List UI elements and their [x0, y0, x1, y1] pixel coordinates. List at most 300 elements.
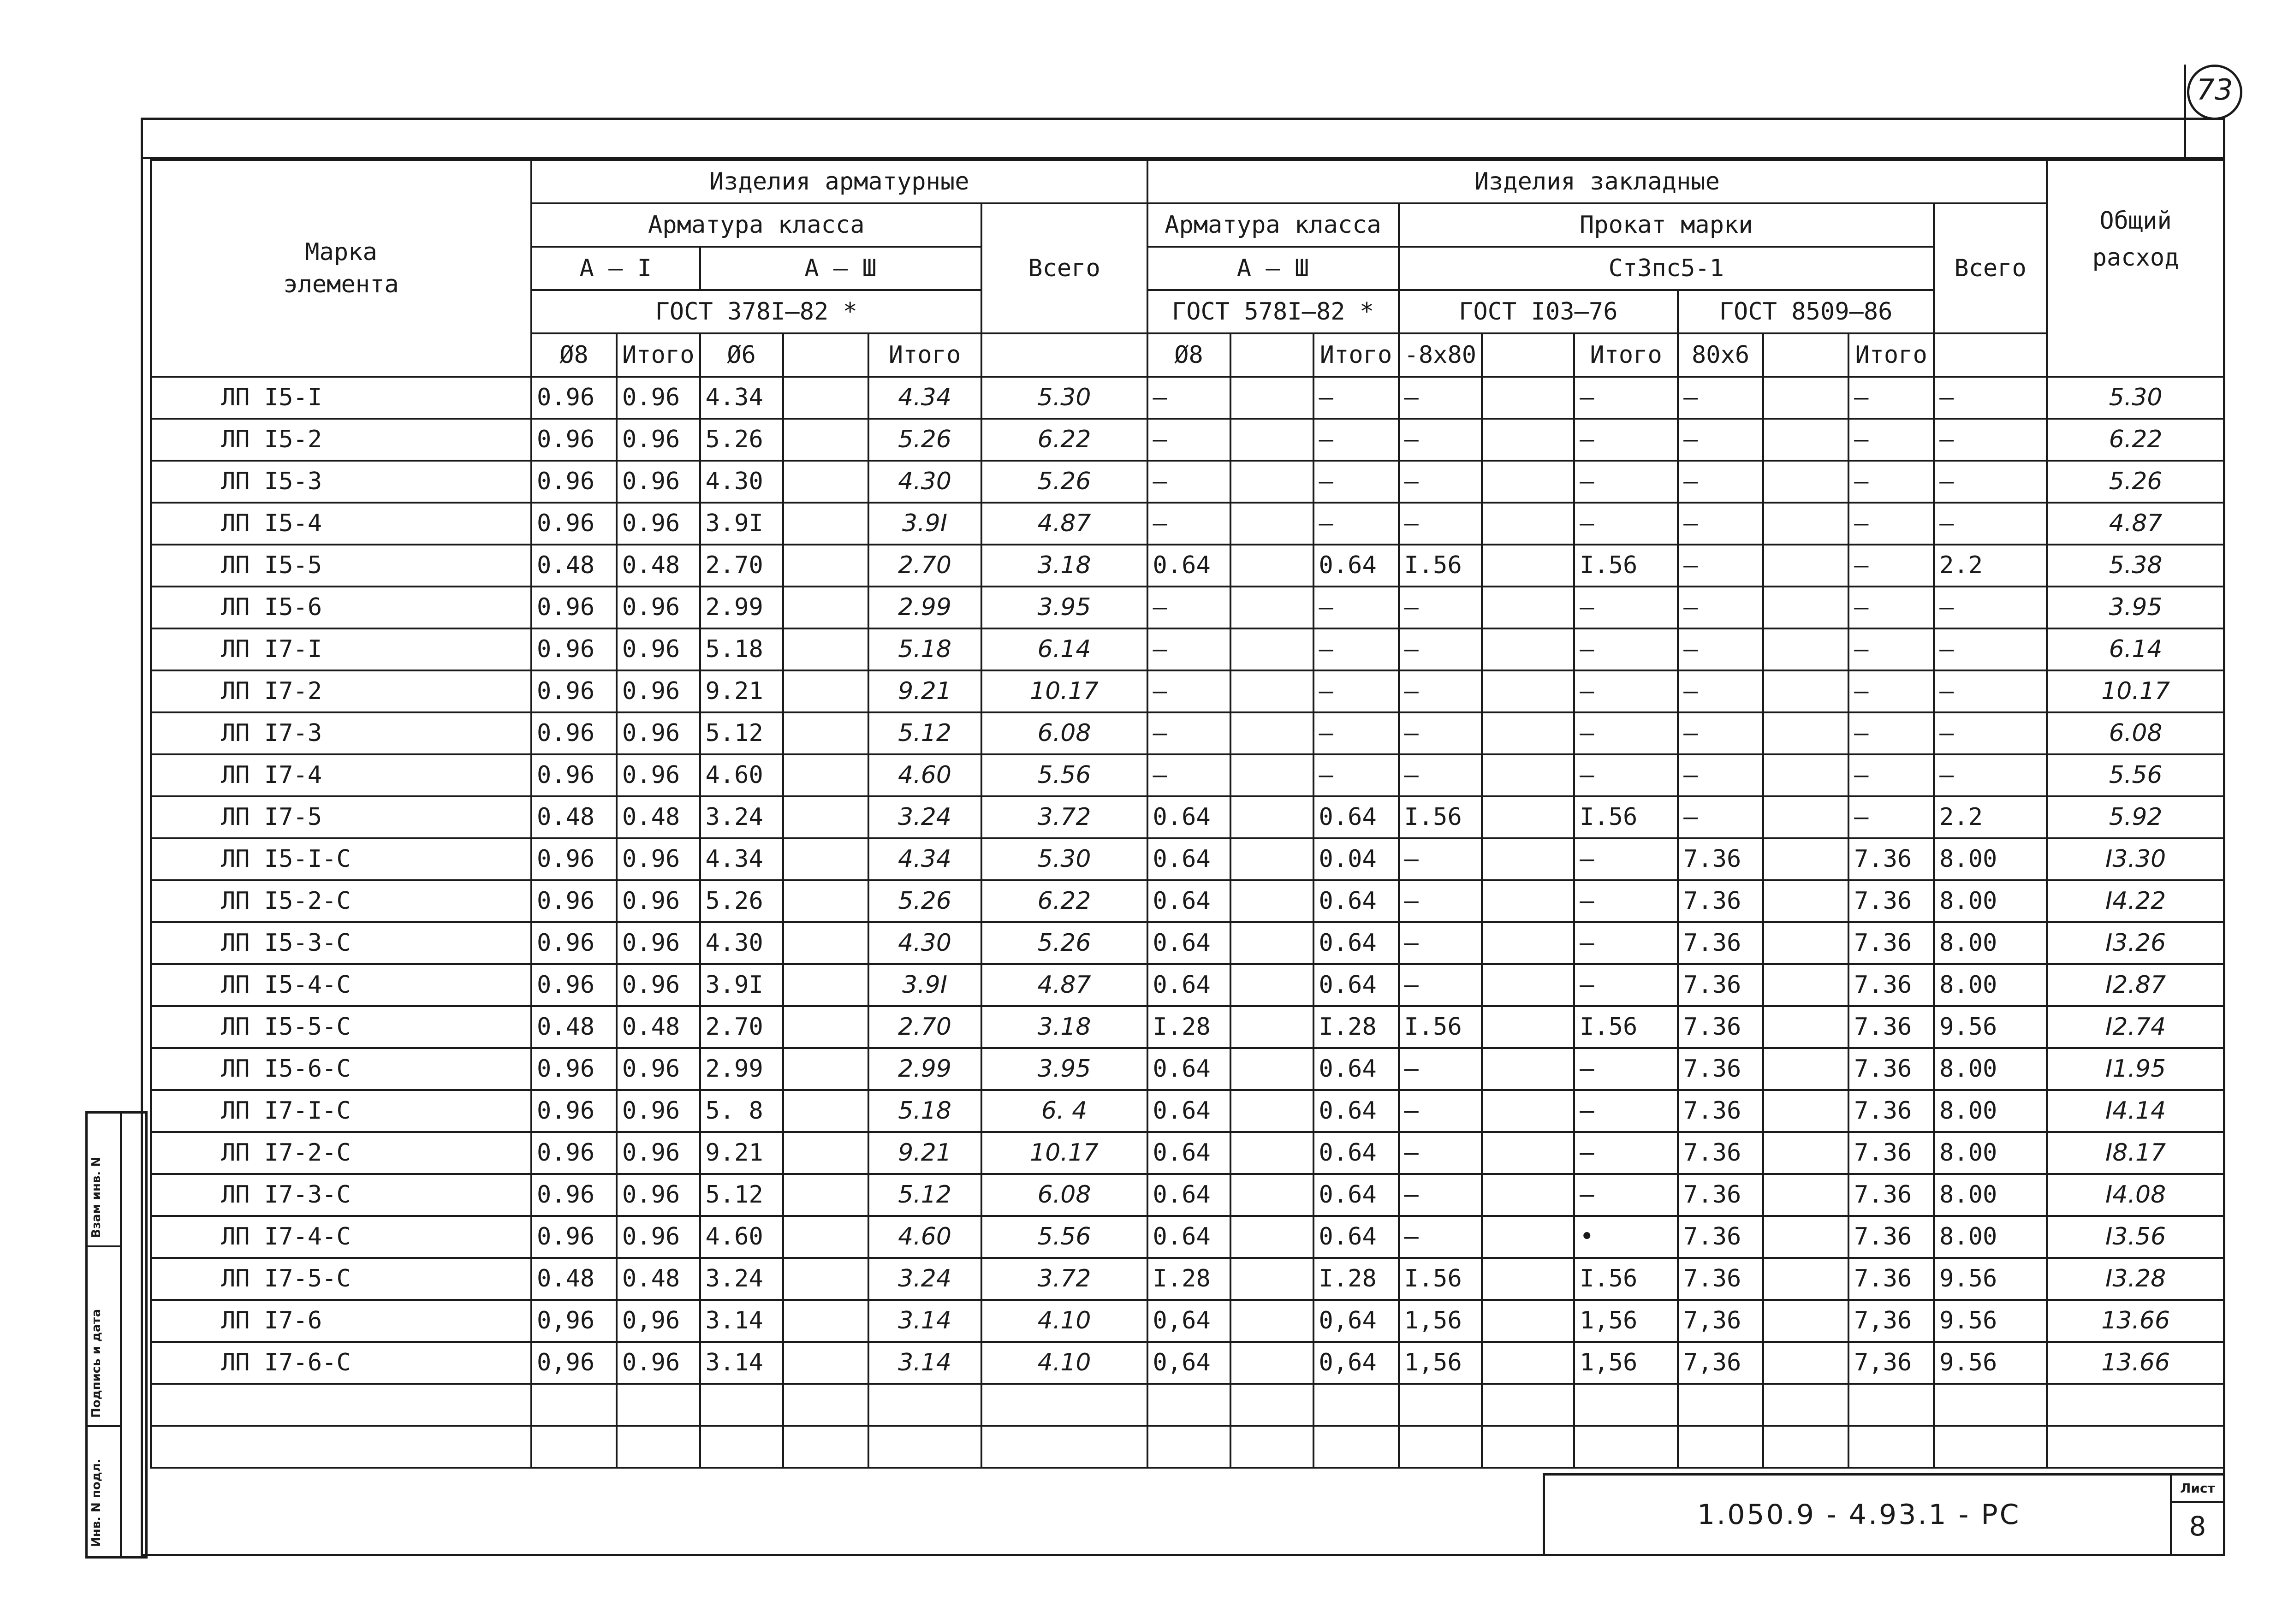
cell-emb-total: I.28 [1313, 1006, 1399, 1048]
cell-total-consumption: I8.17 [2047, 1132, 2224, 1174]
sub-strip-itogo: Итого [1574, 333, 1678, 377]
cell-a1-d8: 0.96 [531, 964, 617, 1006]
rolled-grade-header: Прокат марки [1399, 203, 1934, 247]
cell-emb-d8: – [1147, 670, 1230, 712]
cell-strip-total: • [1574, 1216, 1678, 1258]
cell-strip-empty [1482, 587, 1574, 628]
sub-strip: -8x80 [1399, 333, 1482, 377]
embedded-products-header: Изделия закладные [1147, 160, 2047, 203]
cell-emb-d8: 0.64 [1147, 1090, 1230, 1132]
cell-angle-total: 7.36 [1848, 1048, 1934, 1090]
cell-total-consumption: 3.95 [2047, 587, 2224, 628]
cell-angle-value: 7.36 [1678, 880, 1763, 922]
cell-emb-empty [1230, 670, 1313, 712]
cell-a3-empty [783, 964, 868, 1006]
cell-emb-all-total: 9.56 [1934, 1258, 2047, 1300]
cell-emb-d8: 0.64 [1147, 964, 1230, 1006]
cell-rebar-total: 4.10 [981, 1342, 1147, 1384]
cell-a1-d8: 0.96 [531, 838, 617, 880]
cell-a3-d6: 4.60 [700, 1216, 783, 1258]
cell-emb-empty [1230, 545, 1313, 587]
cell-emb-d8: I.28 [1147, 1006, 1230, 1048]
cell-emb-empty [1230, 628, 1313, 670]
cell-a3-empty [783, 838, 868, 880]
cell-a3-total: 4.30 [868, 922, 981, 964]
cell-total-consumption: I2.74 [2047, 1006, 2224, 1048]
cell-total-consumption: 13.66 [2047, 1300, 2224, 1342]
cell-a1-total: 0.96 [617, 964, 700, 1006]
row-mark: ЛП I7-4 [151, 754, 531, 796]
cell-emb-empty [1230, 838, 1313, 880]
empty-cell [1147, 1384, 1230, 1426]
cell-a3-d6: 4.60 [700, 754, 783, 796]
table-row [151, 1174, 2224, 1216]
empty-row [151, 1384, 2224, 1426]
sub-empty-3 [1230, 333, 1313, 377]
cell-total-consumption: I3.56 [2047, 1216, 2224, 1258]
cell-angle-empty [1763, 1300, 1848, 1342]
empty-cell [1399, 1426, 1482, 1468]
table-row [151, 922, 2224, 964]
table-row [151, 1342, 2224, 1384]
cell-angle-value: – [1678, 461, 1763, 503]
side-stamp [85, 1111, 148, 1559]
table-row [151, 419, 2224, 461]
cell-a3-total: 9.21 [868, 670, 981, 712]
cell-strip-empty [1482, 880, 1574, 922]
cell-a3-total: 3.14 [868, 1342, 981, 1384]
cell-rebar-total: 5.26 [981, 461, 1147, 503]
empty-cell [1230, 1384, 1313, 1426]
cell-angle-total: 7.36 [1848, 880, 1934, 922]
cell-strip-value: – [1399, 712, 1482, 754]
cell-emb-d8: – [1147, 461, 1230, 503]
cell-angle-total: 7,36 [1848, 1300, 1934, 1342]
cell-angle-empty [1763, 1342, 1848, 1384]
cell-a1-d8: 0.48 [531, 1006, 617, 1048]
mark-header [151, 160, 531, 377]
table-row [151, 461, 2224, 503]
table-row [151, 880, 2224, 922]
cell-rebar-total: 6.08 [981, 1174, 1147, 1216]
cell-emb-total: – [1313, 587, 1399, 628]
cell-strip-empty [1482, 1258, 1574, 1300]
empty-cell [783, 1384, 868, 1426]
cell-emb-d8: 0.64 [1147, 922, 1230, 964]
cell-angle-value: 7.36 [1678, 1090, 1763, 1132]
cell-a3-d6: 5. 8 [700, 1090, 783, 1132]
cell-emb-all-total: 8.00 [1934, 1216, 2047, 1258]
table-row [151, 754, 2224, 796]
cell-a3-d6: 2.70 [700, 1006, 783, 1048]
cell-angle-total: 7.36 [1848, 1258, 1934, 1300]
empty-cell [981, 1384, 1147, 1426]
cell-emb-total: 0.64 [1313, 545, 1399, 587]
empty-cell [531, 1426, 617, 1468]
empty-cell [783, 1426, 868, 1468]
cell-rebar-total: 4.87 [981, 503, 1147, 545]
cell-angle-value: 7.36 [1678, 1258, 1763, 1300]
cell-angle-value: 7,36 [1678, 1342, 1763, 1384]
cell-total-consumption: 4.87 [2047, 503, 2224, 545]
cell-strip-value: – [1399, 922, 1482, 964]
cell-emb-empty [1230, 1258, 1313, 1300]
sub-d6: Ø6 [700, 333, 783, 377]
cell-angle-total: 7.36 [1848, 922, 1934, 964]
cell-emb-all-total: 8.00 [1934, 922, 2047, 964]
cell-rebar-total: 6.08 [981, 712, 1147, 754]
table-row [151, 1258, 2224, 1300]
cell-emb-empty [1230, 922, 1313, 964]
cell-angle-total: – [1848, 670, 1934, 712]
cell-a3-empty [783, 503, 868, 545]
cell-emb-empty [1230, 880, 1313, 922]
cell-a3-d6: 4.34 [700, 838, 783, 880]
cell-angle-value: – [1678, 545, 1763, 587]
row-mark: ЛП I5-6-С [151, 1048, 531, 1090]
table-row [151, 1216, 2224, 1258]
cell-emb-all-total: 8.00 [1934, 880, 2047, 922]
cell-a3-d6: 5.12 [700, 1174, 783, 1216]
cell-strip-empty [1482, 1300, 1574, 1342]
table-row [151, 545, 2224, 587]
cell-angle-empty [1763, 754, 1848, 796]
cell-strip-total: – [1574, 628, 1678, 670]
cell-angle-total: – [1848, 545, 1934, 587]
cell-total-consumption: I2.87 [2047, 964, 2224, 1006]
cell-a1-total: 0.96 [617, 922, 700, 964]
cell-emb-empty [1230, 1216, 1313, 1258]
cell-angle-total: 7.36 [1848, 964, 1934, 1006]
cell-rebar-total: 10.17 [981, 1132, 1147, 1174]
cell-a1-total: 0.96 [617, 628, 700, 670]
cell-strip-value: – [1399, 377, 1482, 419]
cell-a3-empty [783, 1300, 868, 1342]
cell-angle-empty [1763, 587, 1848, 628]
cell-a3-total: 2.99 [868, 1048, 981, 1090]
cell-a3-total: 3.24 [868, 1258, 981, 1300]
cell-a3-empty [783, 1006, 868, 1048]
cell-a3-d6: 2.70 [700, 545, 783, 587]
table-row [151, 964, 2224, 1006]
cell-a1-d8: 0.96 [531, 461, 617, 503]
cell-angle-empty [1763, 1006, 1848, 1048]
empty-cell [1482, 1384, 1574, 1426]
cell-strip-total: 1,56 [1574, 1342, 1678, 1384]
empty-cell [1313, 1426, 1399, 1468]
cell-emb-empty [1230, 1090, 1313, 1132]
cell-a3-empty [783, 1174, 868, 1216]
cell-a1-total: 0.96 [617, 587, 700, 628]
cell-angle-value: 7.36 [1678, 1174, 1763, 1216]
cell-strip-value: 1,56 [1399, 1342, 1482, 1384]
cell-angle-empty [1763, 1216, 1848, 1258]
cell-a1-total: 0.48 [617, 1006, 700, 1048]
cell-total-consumption: 6.14 [2047, 628, 2224, 670]
row-mark: ЛП I7-5-С [151, 1258, 531, 1300]
cell-strip-value: – [1399, 964, 1482, 1006]
cell-strip-value: 1,56 [1399, 1300, 1482, 1342]
cell-strip-empty [1482, 964, 1574, 1006]
cell-emb-total: – [1313, 461, 1399, 503]
cell-a1-d8: 0.96 [531, 922, 617, 964]
cell-a1-total: 0.96 [617, 1048, 700, 1090]
cell-angle-empty [1763, 377, 1848, 419]
row-mark: ЛП I7-6 [151, 1300, 531, 1342]
cell-emb-empty [1230, 377, 1313, 419]
cell-angle-value: 7.36 [1678, 1132, 1763, 1174]
empty-cell [1678, 1426, 1763, 1468]
cell-emb-empty [1230, 1174, 1313, 1216]
cell-emb-all-total: 8.00 [1934, 1048, 2047, 1090]
cell-angle-value: 7,36 [1678, 1300, 1763, 1342]
cell-a1-d8: 0.48 [531, 545, 617, 587]
cell-total-consumption: I4.22 [2047, 880, 2224, 922]
cell-a3-empty [783, 1342, 868, 1384]
cell-emb-all-total: 8.00 [1934, 1090, 2047, 1132]
cell-rebar-total: 5.26 [981, 922, 1147, 964]
cell-a1-total: 0.96 [617, 880, 700, 922]
empty-cell [2047, 1384, 2224, 1426]
cell-a1-d8: 0.96 [531, 1132, 617, 1174]
cell-strip-empty [1482, 838, 1574, 880]
cell-rebar-total: 6.22 [981, 419, 1147, 461]
cell-emb-d8: 0.64 [1147, 1132, 1230, 1174]
cell-strip-empty [1482, 377, 1574, 419]
cell-a3-empty [783, 1090, 868, 1132]
stamp-inv-label: Взам инв. N [89, 1156, 103, 1238]
cell-angle-empty [1763, 1174, 1848, 1216]
empty-cell [531, 1384, 617, 1426]
cell-strip-total: – [1574, 880, 1678, 922]
rebar-products-header: Изделия арматурные [531, 160, 1147, 203]
cell-emb-d8: – [1147, 754, 1230, 796]
cell-angle-value: – [1678, 377, 1763, 419]
cell-strip-total: I.56 [1574, 1006, 1678, 1048]
cell-strip-empty [1482, 419, 1574, 461]
sub-emb-itogo: Итого [1313, 333, 1399, 377]
cell-emb-total: – [1313, 503, 1399, 545]
empty-cell [1482, 1426, 1574, 1468]
cell-a3-empty [783, 1258, 868, 1300]
sheet-number: 8 [2189, 1511, 2206, 1542]
cell-total-consumption: 5.56 [2047, 754, 2224, 796]
cell-strip-empty [1482, 545, 1574, 587]
cell-rebar-total: 6.22 [981, 880, 1147, 922]
cell-strip-total: – [1574, 670, 1678, 712]
cell-strip-total: – [1574, 1048, 1678, 1090]
cell-strip-empty [1482, 1048, 1574, 1090]
cell-angle-value: – [1678, 628, 1763, 670]
cell-a3-empty [783, 587, 868, 628]
row-mark: ЛП I5-4 [151, 503, 531, 545]
empty-cell [1313, 1384, 1399, 1426]
cell-emb-all-total: 9.56 [1934, 1342, 2047, 1384]
cell-strip-value: – [1399, 628, 1482, 670]
cell-total-consumption: I3.30 [2047, 838, 2224, 880]
sub-empty-1 [783, 333, 868, 377]
row-mark: ЛП I7-3-С [151, 1174, 531, 1216]
cell-angle-total: – [1848, 503, 1934, 545]
cell-emb-all-total: – [1934, 377, 2047, 419]
rebar-class-header: Арматура класса [531, 203, 981, 247]
cell-emb-total: 0.64 [1313, 1090, 1399, 1132]
cell-strip-empty [1482, 754, 1574, 796]
cell-strip-empty [1482, 922, 1574, 964]
stamp-inv-cell [88, 1114, 120, 1247]
cell-a3-empty [783, 377, 868, 419]
cell-strip-total: I.56 [1574, 545, 1678, 587]
cell-a1-d8: 0.96 [531, 1048, 617, 1090]
cell-emb-d8: – [1147, 628, 1230, 670]
cell-angle-total: 7.36 [1848, 1090, 1934, 1132]
cell-strip-total: – [1574, 1174, 1678, 1216]
row-mark: ЛП I7-3 [151, 712, 531, 754]
cell-strip-value: – [1399, 587, 1482, 628]
cell-a3-d6: 3.14 [700, 1342, 783, 1384]
empty-cell [1399, 1384, 1482, 1426]
cell-angle-total: – [1848, 712, 1934, 754]
cell-angle-total: – [1848, 754, 1934, 796]
cell-a1-total: 0,96 [617, 1300, 700, 1342]
cell-a3-empty [783, 545, 868, 587]
cell-emb-empty [1230, 754, 1313, 796]
cell-emb-total: – [1313, 419, 1399, 461]
cell-angle-value: – [1678, 754, 1763, 796]
sheet-label: Лист [2172, 1476, 2223, 1503]
class-a3-header: А – Ш [700, 247, 981, 290]
cell-strip-value: – [1399, 503, 1482, 545]
cell-a3-empty [783, 1132, 868, 1174]
cell-a3-d6: 3.9I [700, 503, 783, 545]
cell-angle-value: – [1678, 503, 1763, 545]
cell-a3-empty [783, 461, 868, 503]
empty-cell [1763, 1426, 1848, 1468]
cell-emb-d8: – [1147, 377, 1230, 419]
cell-emb-all-total: 2.2 [1934, 545, 2047, 587]
cell-angle-value: – [1678, 419, 1763, 461]
sub-angle-itogo: Итого [1848, 333, 1934, 377]
cell-angle-total: – [1848, 419, 1934, 461]
rebar-total-header: Всего [981, 203, 1147, 333]
cell-a1-d8: 0.96 [531, 628, 617, 670]
cell-emb-empty [1230, 587, 1313, 628]
cell-emb-all-total: – [1934, 712, 2047, 754]
empty-cell [1848, 1426, 1934, 1468]
cell-strip-total: – [1574, 922, 1678, 964]
cell-a1-d8: 0.96 [531, 503, 617, 545]
cell-rebar-total: 3.18 [981, 545, 1147, 587]
cell-emb-d8: I.28 [1147, 1258, 1230, 1300]
row-mark: ЛП I5-4-С [151, 964, 531, 1006]
cell-a1-total: 0.48 [617, 796, 700, 838]
cell-rebar-total: 6.14 [981, 628, 1147, 670]
empty-cell [981, 1426, 1147, 1468]
cell-angle-empty [1763, 1258, 1848, 1300]
cell-a1-total: 0.48 [617, 1258, 700, 1300]
cell-strip-total: I.56 [1574, 796, 1678, 838]
cell-strip-total: – [1574, 1090, 1678, 1132]
cell-total-consumption: 5.26 [2047, 461, 2224, 503]
cell-a3-total: 5.12 [868, 712, 981, 754]
cell-a3-d6: 3.24 [700, 796, 783, 838]
cell-rebar-total: 5.56 [981, 754, 1147, 796]
cell-a3-d6: 4.30 [700, 461, 783, 503]
cell-emb-total: I.28 [1313, 1258, 1399, 1300]
cell-strip-value: – [1399, 1090, 1482, 1132]
cell-a1-total: 0.96 [617, 503, 700, 545]
cell-strip-value: – [1399, 461, 1482, 503]
table-row [151, 587, 2224, 628]
cell-a3-d6: 2.99 [700, 1048, 783, 1090]
cell-emb-total: 0.04 [1313, 838, 1399, 880]
table-row [151, 377, 2224, 419]
cell-emb-all-total: 8.00 [1934, 838, 2047, 880]
steel-grade-header: Ст3пс5-1 [1399, 247, 1934, 290]
cell-strip-value: I.56 [1399, 545, 1482, 587]
cell-total-consumption: I4.08 [2047, 1174, 2224, 1216]
cell-angle-total: 7.36 [1848, 1216, 1934, 1258]
row-mark: ЛП I5-I-С [151, 838, 531, 880]
cell-rebar-total: 5.30 [981, 838, 1147, 880]
cell-strip-empty [1482, 1216, 1574, 1258]
cell-a3-total: 3.9I [868, 503, 981, 545]
cell-a1-total: 0.96 [617, 1216, 700, 1258]
class-a1-header: А – I [531, 247, 700, 290]
cell-total-consumption: 5.30 [2047, 377, 2224, 419]
cell-angle-total: 7.36 [1848, 1006, 1934, 1048]
total-consumption-header [2047, 160, 2224, 377]
cell-angle-value: 7.36 [1678, 922, 1763, 964]
cell-emb-empty [1230, 964, 1313, 1006]
row-mark: ЛП I7-4-С [151, 1216, 531, 1258]
total-consumption-line1: Общий [2099, 207, 2172, 235]
cell-a1-total: 0.96 [617, 712, 700, 754]
cell-angle-value: – [1678, 587, 1763, 628]
cell-emb-empty [1230, 712, 1313, 754]
sub-empty-4 [1482, 333, 1574, 377]
cell-emb-all-total: 2.2 [1934, 796, 2047, 838]
cell-total-consumption: I3.26 [2047, 922, 2224, 964]
sub-itogo: Итого [617, 333, 700, 377]
cell-total-consumption: I3.28 [2047, 1258, 2224, 1300]
cell-emb-all-total: – [1934, 503, 2047, 545]
table-row [151, 1300, 2224, 1342]
cell-strip-empty [1482, 1174, 1574, 1216]
sub-emb-d8: Ø8 [1147, 333, 1230, 377]
cell-rebar-total: 4.87 [981, 964, 1147, 1006]
cell-emb-all-total: 9.56 [1934, 1300, 2047, 1342]
cell-a3-total: 4.30 [868, 461, 981, 503]
cell-angle-empty [1763, 1132, 1848, 1174]
gost-rebar-header: ГОСТ 378I–82 * [531, 290, 981, 333]
empty-cell [1934, 1426, 2047, 1468]
cell-rebar-total: 4.10 [981, 1300, 1147, 1342]
empty-cell [151, 1384, 531, 1426]
empty-cell [700, 1384, 783, 1426]
cell-a1-total: 0.96 [617, 419, 700, 461]
cell-a3-empty [783, 419, 868, 461]
cell-a1-d8: 0.96 [531, 670, 617, 712]
empty-cell [151, 1426, 531, 1468]
cell-angle-total: 7.36 [1848, 1132, 1934, 1174]
cell-rebar-total: 10.17 [981, 670, 1147, 712]
cell-strip-empty [1482, 796, 1574, 838]
empty-cell [868, 1384, 981, 1426]
cell-angle-empty [1763, 1048, 1848, 1090]
cell-emb-total: – [1313, 628, 1399, 670]
cell-a3-total: 4.60 [868, 1216, 981, 1258]
